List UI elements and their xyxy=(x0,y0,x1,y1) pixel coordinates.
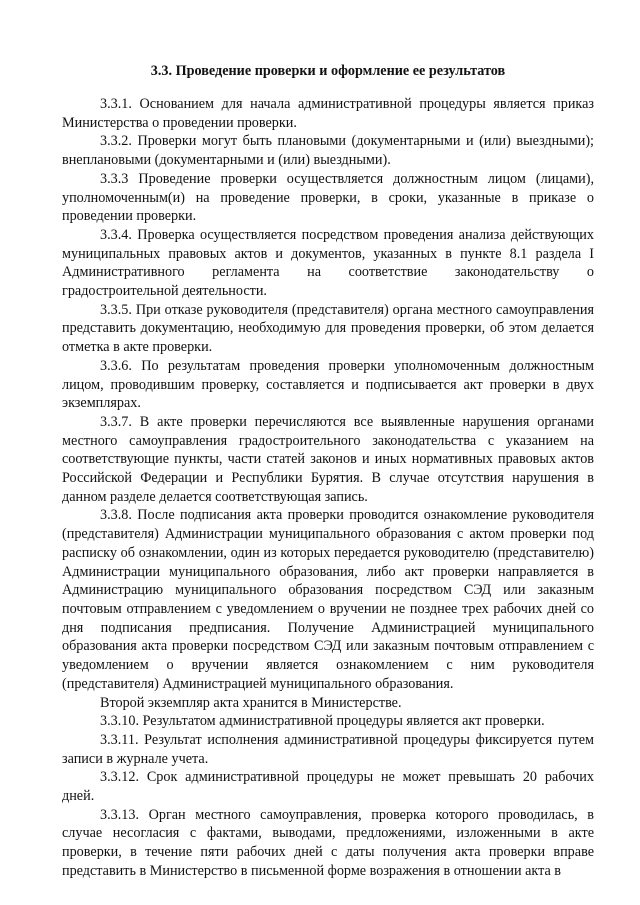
paragraph-3-3-5: 3.3.5. При отказе руководителя (представителя) органа местного самоуправления представить документацию, необходимую для проведения проверки, об этом делается отметка в акте проверки. xyxy=(62,301,594,356)
paragraph-3-3-12: 3.3.12. Срок административной процедуры не может превышать 20 рабочих дней. xyxy=(62,769,594,805)
paragraph-3-3-11: 3.3.11. Результат исполнения административной процедуры фиксируется путем записи в журнале учета. xyxy=(62,731,594,767)
paragraph-second-copy: Второй экземпляр акта хранится в Министерстве. xyxy=(100,694,402,711)
paragraph-3-3-4: 3.3.4. Проверка осуществляется посредством проведения анализа действующих муниципальных правовых актов и документов, указанных в пункте 8.1 раздела I Административного регламента на соответствие законодательству о градостроительной деятельности. xyxy=(62,226,594,300)
section-title: 3.3. Проведение проверки и оформление ее результатов xyxy=(150,63,506,79)
paragraph-3-3-7: 3.3.7. В акте проверки перечисляются все выявленные нарушения органами местного самоуправления градостроительного законодательства с указанием на соответствующие пункты, части статей законов и иных нормативных правовых актов Российской Федерации и Республики Бурятия. В случае отсутствия нарушения в данном разделе делается соответствующая запись. xyxy=(62,413,594,505)
paragraph-3-3-13: 3.3.13. Орган местного самоуправления, проверка которого проводилась, в случае несогласия с фактами, выводами, предложениями, изложенными в акте проверки, в течение пяти рабочих дней с даты получения акта проверки вправе представить в Министерство в письменной форме возражения в отношении акта в xyxy=(62,806,594,879)
paragraph-3-3-10: 3.3.10. Результатом административной процедуры является акт проверки. xyxy=(100,713,545,730)
paragraph-3-3-6: 3.3.6. По результатам проведения проверки уполномоченным должностным лицом, проводившим проверку, составляется и подписывается акт проверки в двух экземплярах. xyxy=(62,357,594,412)
paragraph-3-3-1: 3.3.1. Основанием для начала административной процедуры является приказ Министерства о проведении проверки. xyxy=(62,96,594,131)
paragraph-3-3-3: 3.3.3 Проведение проверки осуществляется должностным лицом (лицами), уполномоченным(и) на проведение проверки, в сроки, указанные в приказе о проведении проверки. xyxy=(62,170,594,225)
paragraph-3-3-8: 3.3.8. После подписания акта проверки проводится ознакомление руководителя (представителя) Администрации муниципального образования с актом проверки под расписку об ознакомлении, один из которых передается руководителю (представителю) Администрации муниципального образования, либо акт проверки направляется в Администрацию муниципального образования посредством СЭД или заказным почтовым отправлением с уведомлением о вручении не позднее трех рабочих дней со дня подписания предписания. Получение Администрацией муниципального образования акта проверки посредством СЭД или заказным почтовым отправлением с уведомлением о вручении является ознакомлением с ним руководителя (представителя) Администрацией муниципального образования. xyxy=(62,507,594,692)
document-page xyxy=(62,62,594,902)
paragraph-3-3-2: 3.3.2. Проверки могут быть плановыми (документарными и (или) выездными); внеплановыми (документарными и (или) выездными). xyxy=(62,133,594,169)
